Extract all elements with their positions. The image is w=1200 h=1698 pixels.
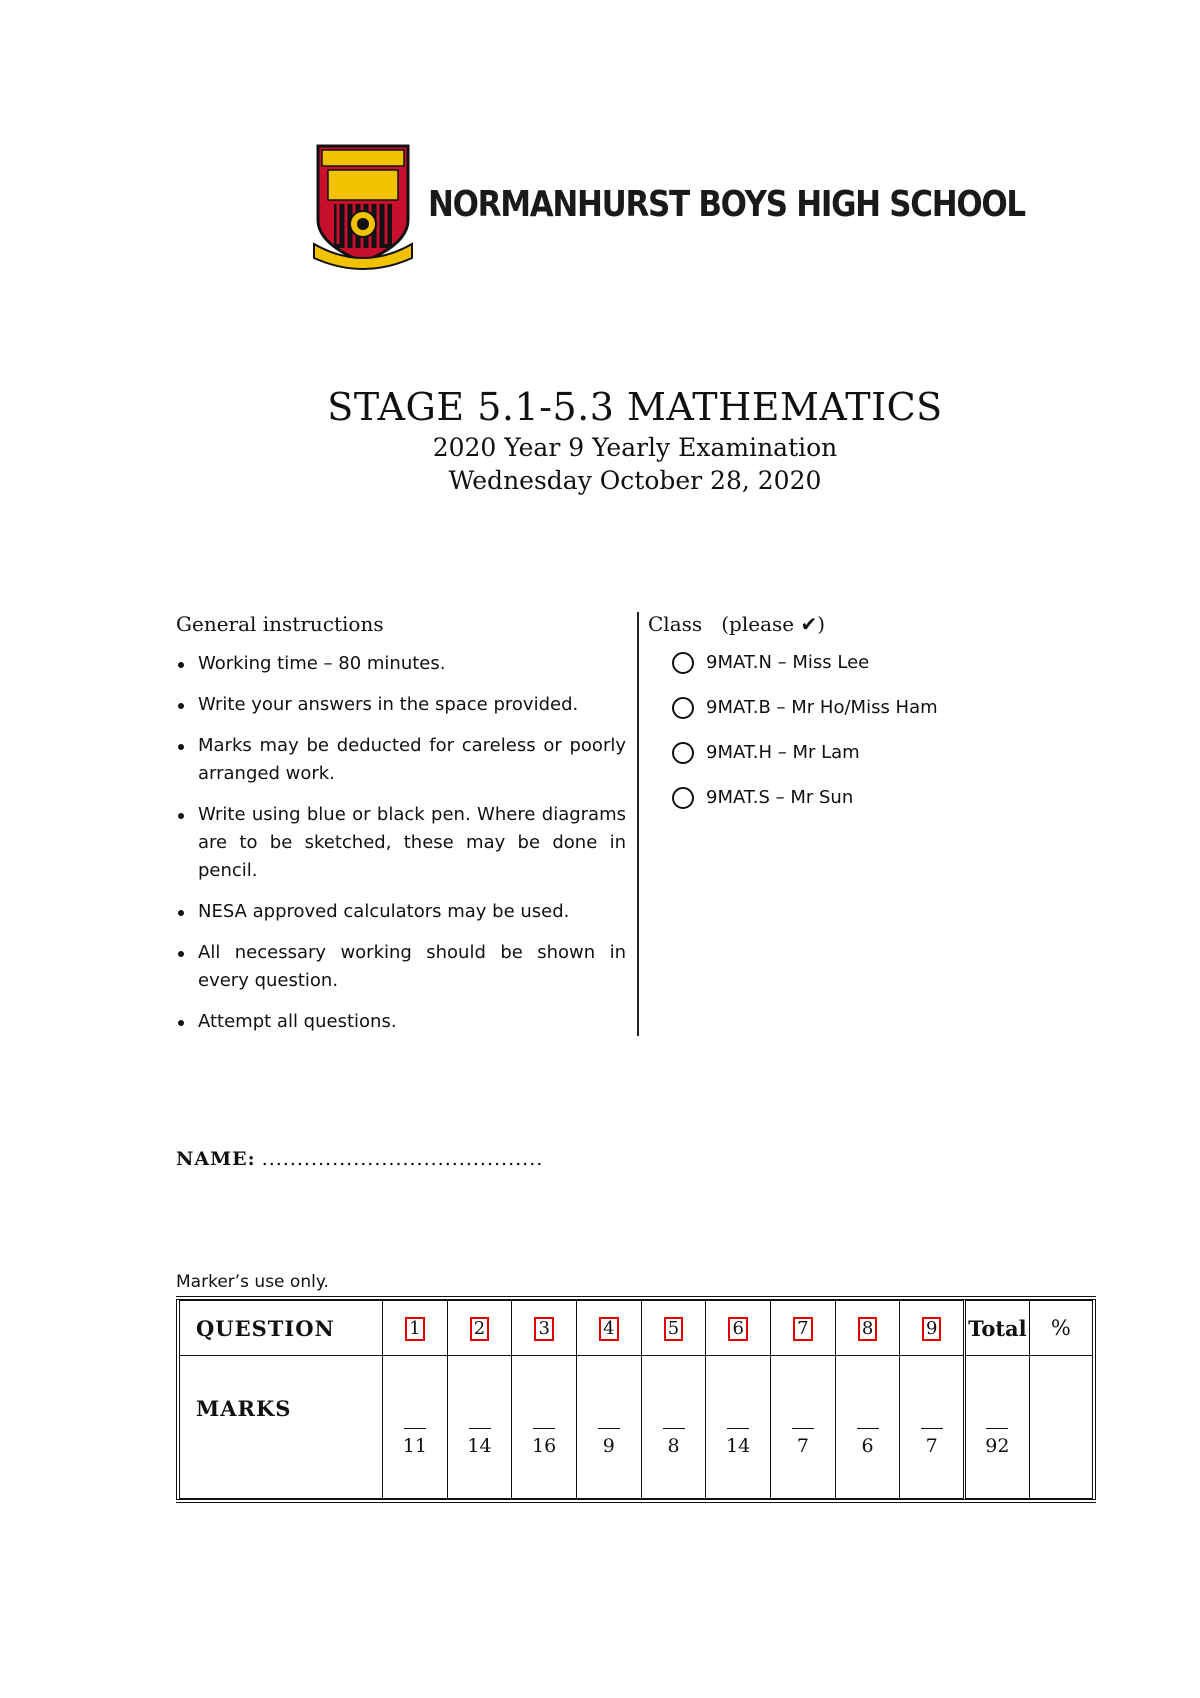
percent-label: % — [1029, 1301, 1094, 1356]
max-mark: 7 — [796, 1434, 809, 1457]
marks-cell[interactable] — [771, 1356, 836, 1499]
class-hint: (please ✔) — [721, 612, 826, 636]
class-option-9mat-n[interactable] — [672, 650, 1068, 676]
column-divider — [637, 612, 639, 1036]
question-cell — [512, 1301, 577, 1356]
exam-title-block — [0, 385, 1200, 495]
instruction-item — [176, 650, 626, 678]
instructions-heading: General instructions — [176, 612, 384, 636]
instruction-item — [176, 939, 626, 995]
instruction-text: Write using blue or black pen. Where diagrams are to be sketched, these may be done in pencil. — [198, 804, 626, 881]
question-number[interactable]: 6 — [728, 1317, 747, 1341]
radio-circle-icon[interactable] — [672, 652, 694, 674]
question-cell — [706, 1301, 771, 1356]
name-label: NAME: — [176, 1148, 256, 1170]
question-cell — [447, 1301, 512, 1356]
instruction-item — [176, 691, 626, 719]
bullet-icon — [178, 662, 184, 668]
marks-cell[interactable] — [447, 1356, 512, 1499]
bullet-icon — [178, 1020, 184, 1026]
exam-title: STAGE 5.1-5.3 MATHEMATICS — [327, 385, 943, 429]
exam-date: Wednesday October 28, 2020 — [448, 466, 822, 495]
max-mark: 14 — [467, 1434, 492, 1457]
question-number[interactable]: 8 — [858, 1317, 877, 1341]
school-crest-logo — [312, 140, 414, 272]
radio-circle-icon[interactable] — [672, 742, 694, 764]
total-cell[interactable] — [965, 1356, 1030, 1499]
max-mark: 9 — [602, 1434, 615, 1457]
question-number[interactable]: 4 — [599, 1317, 618, 1341]
question-cell — [771, 1301, 836, 1356]
question-number[interactable]: 1 — [405, 1317, 424, 1341]
class-option-label: 9MAT.H – Mr Lam — [706, 742, 860, 763]
question-cell — [383, 1301, 448, 1356]
class-label: Class — [648, 612, 703, 636]
marks-table — [176, 1296, 1096, 1503]
school-name: NORMANHURST BOYS HIGH SCHOOL — [428, 184, 1025, 225]
marker-note: Marker’s use only. — [176, 1272, 329, 1292]
class-option-9mat-b[interactable] — [672, 695, 1068, 721]
class-option-label: 9MAT.N – Miss Lee — [706, 652, 870, 673]
instruction-text: All necessary working should be shown in every question. — [198, 942, 626, 991]
exam-subtitle: 2020 Year 9 Yearly Examination — [432, 433, 838, 462]
marks-label: MARKS — [178, 1356, 383, 1499]
max-mark: 11 — [402, 1434, 427, 1457]
question-row — [178, 1301, 1094, 1356]
marks-row — [178, 1356, 1094, 1499]
question-cell — [900, 1301, 965, 1356]
question-number[interactable]: 7 — [793, 1317, 812, 1341]
general-instructions — [176, 612, 626, 1049]
instruction-item — [176, 1008, 626, 1036]
name-dotted-line[interactable]: ........................................ — [261, 1148, 544, 1170]
instruction-text: Attempt all questions. — [198, 1011, 397, 1032]
class-heading — [648, 612, 1068, 636]
instruction-text: Working time – 80 minutes. — [198, 653, 446, 674]
question-number[interactable]: 2 — [470, 1317, 489, 1341]
instruction-item — [176, 898, 626, 926]
bullet-icon — [178, 813, 184, 819]
instruction-item — [176, 732, 626, 788]
class-option-9mat-s[interactable] — [672, 785, 1068, 811]
percent-cell[interactable] — [1029, 1356, 1094, 1499]
marks-cell[interactable] — [383, 1356, 448, 1499]
class-option-label: 9MAT.S – Mr Sun — [706, 787, 854, 808]
question-number[interactable]: 9 — [922, 1317, 941, 1341]
bullet-icon — [178, 703, 184, 709]
bullet-icon — [178, 951, 184, 957]
question-cell — [577, 1301, 642, 1356]
class-option-9mat-h[interactable] — [672, 740, 1068, 766]
class-option-label: 9MAT.B – Mr Ho/Miss Ham — [706, 697, 938, 718]
marks-cell[interactable] — [835, 1356, 900, 1499]
marks-cell[interactable] — [641, 1356, 706, 1499]
marks-cell[interactable] — [900, 1356, 965, 1499]
max-mark: 7 — [925, 1434, 938, 1457]
question-cell — [835, 1301, 900, 1356]
total-max-mark: 92 — [985, 1434, 1010, 1457]
instruction-text: Write your answers in the space provided. — [198, 694, 579, 715]
bullet-icon — [178, 910, 184, 916]
max-mark: 6 — [861, 1434, 874, 1457]
max-mark: 8 — [667, 1434, 680, 1457]
total-label: Total — [965, 1301, 1030, 1356]
name-field[interactable] — [176, 1148, 543, 1170]
question-label: QUESTION — [178, 1301, 383, 1356]
marks-cell[interactable] — [706, 1356, 771, 1499]
radio-circle-icon[interactable] — [672, 697, 694, 719]
bullet-icon — [178, 744, 184, 750]
marks-cell[interactable] — [577, 1356, 642, 1499]
instructions-list — [176, 650, 626, 1036]
question-number[interactable]: 5 — [664, 1317, 683, 1341]
question-cell — [641, 1301, 706, 1356]
instruction-item — [176, 801, 626, 885]
instruction-text: NESA approved calculators may be used. — [198, 901, 570, 922]
class-selection — [648, 612, 1068, 830]
max-mark: 14 — [726, 1434, 751, 1457]
marks-cell[interactable] — [512, 1356, 577, 1499]
question-number[interactable]: 3 — [534, 1317, 553, 1341]
max-mark: 16 — [532, 1434, 557, 1457]
radio-circle-icon[interactable] — [672, 787, 694, 809]
instruction-text: Marks may be deducted for careless or poorly arranged work. — [198, 735, 626, 784]
